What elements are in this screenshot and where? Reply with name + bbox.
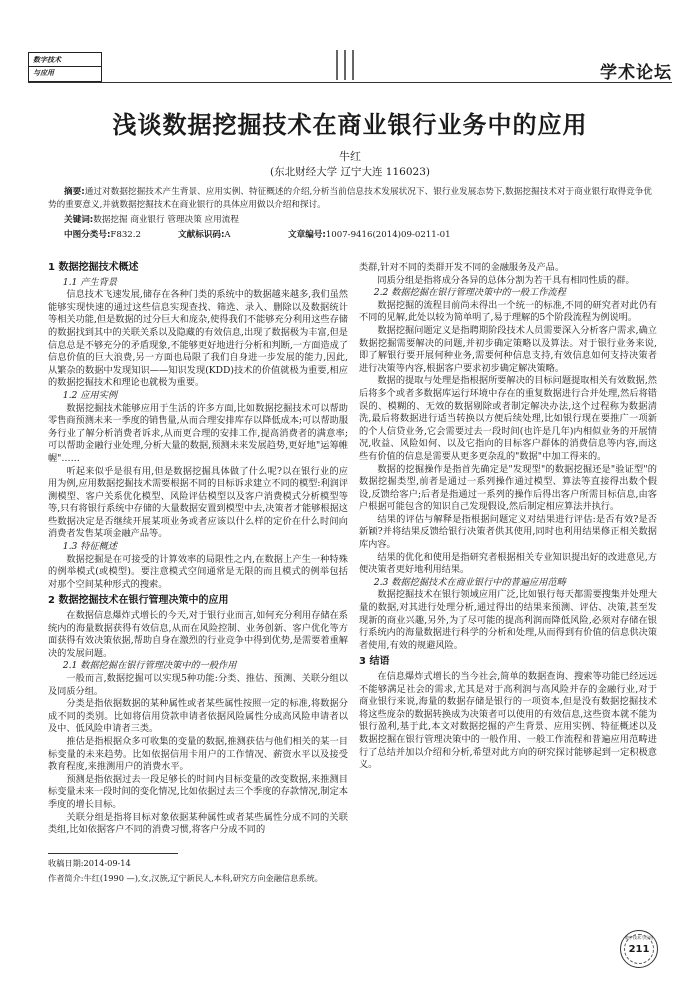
keywords — [64, 213, 239, 225]
paragraph: 在信息爆炸式增长的当今社会,简单的数据查询、搜索等功能已经远远不能够满足社会的需求,尤其是对于高利润与高风险并存的金融行业,对于商业银行来说,海量的数据存储是银行的一项资本,但是没有数据挖掘技术将这些庞杂的数据转换成为决策者可以使用的有效信息,这些资本就不能为银行盈利,基于此,本文对数据挖掘的产生背景、应用实例、特征概述以及数据挖掘在银行管理决策中的一般作用、一般工作流程和普遍应用范畴进行了总结并加以介绍和分析,希望对此方向的研究探讨能够起到一定积极意义。 — [359, 671, 657, 771]
footnote-rule — [48, 853, 178, 854]
doc-code-label: 文献标识码: — [178, 230, 225, 240]
paragraph: 在数据信息爆炸式增长的今天,对于银行业而言,如何充分利用存储在系统内的海量数据获得有效信息,从而在风险控制、业务创新、客户优化等方面获得有效决策依据,帮助自身在激烈的行业竞争中得到优势,是需要着重解决的发展问题。 — [48, 610, 348, 659]
section-heading: 2 数据挖掘技术在银行管理决策中的应用 — [48, 595, 229, 607]
paragraph: 信息技术飞速发展,储存在各种门类的系统中的数据越来越多,我们虽然能够实现快速的通过这些信息实现查找、筛选、录入、删除以及数据统计等相关功能,但是数据的过分巨大和庞杂,使得我们不能够充分利用这些存储的数据找到其中的关联关系以及隐藏的有效信息,出现了数据极为丰富,但是信息总是不够充分的矛盾现象,不能够更好地进行分析和判断,一方面造成了信息价值的巨大浪费,另一方面也局限了我们自身进一步发展的能力,因此,从繁杂的数据中发现知识——知识发现(KDD)技术的价值就极为重要,相应的数据挖掘技术和理论也就极为重要。 — [48, 289, 348, 389]
author-name: 牛红 — [339, 150, 361, 163]
keywords-text: 数据挖掘 商业银行 管理决策 应用流程 — [93, 215, 239, 225]
paragraph: 同质分组是指将成分各异的总体分割为若干具有相同性质的群。 — [377, 274, 635, 286]
paragraph: 关联分组是指将目标对象依据某种属性或者某些属性分成不同的关联类组,比如依据客户不同的消费习惯,将客户分成不同的 — [48, 811, 348, 836]
article-title: 浅谈数据挖掘技术在商业银行业务中的应用 — [112, 111, 588, 139]
subsection-heading: 2.2 数据挖掘在银行管理决策中的一般工作流程 — [373, 287, 566, 299]
paragraph: 结果的评估与解释是指根据问题定义对结果进行评估:是否有效?是否新颖?并将结果反馈给银行决策者供其使用,同时也利用结果修正相关数据库内容。 — [359, 513, 657, 551]
left-column — [48, 258, 348, 837]
paragraph: 数据的挖掘操作是指首先确定是"发现型"的数据挖掘还是"验证型"的数据挖掘类型,前者是通过一系列操作通过模型、算法等直接得出数个假设,反馈给客户;后者是指通过一系列的操作后得出客户所需目标信息,由客户根据可能包含的知识自己发现假设,然后制定相应算法并执行。 — [359, 463, 657, 513]
seal-ring-text: 数字技术与应用 — [625, 935, 653, 940]
journal-badge — [28, 52, 102, 82]
paragraph: 推估是指根据众多可收集的变量的数据,推测获估与他们相关的某一目标变量的未来趋势。比如依据信用卡用户的工作情况、薪资水平以及接受教育程度,来推测用户的消费水平。 — [48, 735, 348, 773]
paragraph: 一般而言,数据挖掘可以实现5种功能:分类、推估、预测、关联分组以及同质分组。 — [48, 673, 348, 697]
paragraph: 分类是指依据数据的某种属性或者某些属性按照一定的标准,将数据分成不同的类别。比如将信用贷款申请者依据风险属性分成高风险申请者以及中、低风险申请者三类。 — [48, 698, 348, 735]
section-tag: 学术论坛 — [600, 63, 672, 83]
section-heading: 3 结语 — [359, 656, 390, 668]
page-number-seal — [620, 930, 658, 968]
right-column — [359, 262, 657, 772]
paragraph: 数据的提取与处理是指根据所要解决的目标问题提取相关有效数据,然后将多个或者多数据库运行环境中存在的重复数据进行合并处理,然后将错误的、模糊的、无效的数据剔除或者制定解决办法,这个过程称为数据清洗,最后将数据进行适当转换以方便后续处理,比如银行现在要推广一项新的个人信贷业务,它会需要过去一段时间(也许是几年)内相似业务的开展情况,收益、风险如何、以及它指向的目标客户群体的消费信息等内容,而这些有价值的信息是需要从更多更杂乱的"数据"中加工得来的。 — [359, 375, 657, 462]
keywords-label: 关键词: — [64, 215, 94, 225]
subsection-heading: 1.3 特征概述 — [62, 541, 118, 553]
paragraph: 数据挖掘问题定义是指聘期阶段技术人员需要深入分析客户需求,确立数据挖掘需要解决的问题,并初步确定策略以及算法。对于银行业务来说,即了解银行要开展何种业务,需要何种信息支持,有效信息如何支持决策者进行决策等内容,根据客户要求初步确定解决策略。 — [359, 324, 657, 374]
header-rule — [28, 82, 672, 83]
abstract — [48, 186, 652, 212]
author-affiliation: (东北财经大学 辽宁大连 116023) — [270, 166, 430, 178]
footnote-received: 收稿日期:2014-09-14 — [48, 858, 131, 868]
subsection-heading: 2.3 数据挖掘技术在商业银行中的普遍应用范畴 — [373, 576, 566, 588]
article-no-label: 文章编号: — [288, 230, 326, 240]
abstract-label: 摘要: — [64, 187, 85, 197]
paragraph: 类群,针对不同的类群开发不同的金融服务及产品。 — [359, 262, 565, 273]
paragraph: 预测是指依据过去一段足够长的时间内目标变量的改变数据,来推测目标变量未来一段时间的变化情况,比如依据过去三个季度的存款情况,制定本季度的增长目标。 — [48, 773, 348, 810]
paragraph: 数据挖掘是在可接受的计算效率的局限性之内,在数据上产生一种特殊的例举模式(或模型)。要注意模式空间通常是无限的而且模式的例举包括对那个空间某种形式的搜索。 — [48, 553, 348, 590]
section-heading: 1 数据挖掘技术概述 — [48, 262, 139, 273]
doc-code-value: A — [224, 230, 231, 240]
abstract-text: 通过对数据挖掘技术产生背景、应用实例、特征概述的介绍,分析当前信息技术发展状况下、银行业发展态势下,数据挖掘技术对于商业银行取得竞争优势的重要意义,并就数据挖掘技术在商业银行的具体应用做以介绍和探讨。 — [48, 187, 653, 210]
paragraph: 数据挖掘技术在银行领域应用广泛,比如银行每天都需要搜集并处理大量的数据,对其进行处理分析,通过得出的结果来预测、评估、决策,甚至发现新的商业兴趣,另外,为了尽可能的提高利润而降低风险,必须对存储在银行系统内的海量数据进行科学的分析和处理,从而得到有价值的信息供决策者使用,有效的规避风险。 — [359, 589, 657, 651]
article-no-value: 1007-9416(2014)09-0211-01 — [325, 230, 451, 240]
subsection-heading: 1.2 应用实例 — [62, 389, 118, 401]
paragraph: 数据挖掘技术能够应用于生活的许多方面,比如数据挖掘技术可以帮助零售商预测未来一季度的销售量,从而合理安排库存以降低成本;可以帮助服务行业了解分析消费者诉求,从而更合理的安排工作,提高消费者的满意率;可以帮助金融行业处理,分析大量的数据,预测未来发展趋势,更好地"运筹帷幄"…… — [48, 402, 349, 464]
footnote-author-info: 作者简介:牛红(1990 —),女,汉族,辽宁新民人,本科,研究方向金融信息系统。 — [48, 873, 323, 883]
classification-meta — [64, 228, 451, 240]
paragraph: 数据挖掘的流程目前尚未得出一个统一的标准,不同的研究者对此仍有不同的见解,此处以较为简单明了,易于理解的5个阶段流程为例说明。 — [359, 299, 657, 324]
subsection-heading: 1.1 产生背景 — [62, 276, 118, 288]
subsection-heading: 2.1 数据挖掘在银行管理决策中的一般作用 — [62, 660, 237, 672]
paragraph: 听起来似乎是很有用,但是数据挖掘具体做了什么呢?以在银行业的应用为例,应用数据挖掘技术需要根据不同的目标诉求建立不同的模型:利润评测模型、客户关系优化模型、风险评估模型以及客户消费模式分析模型等等,只有将银行系统中存储的大量数据安置到模型中去,决策者才能够根据这些数据决定是否继续开展某项业务或者应该以什么样的定价在什么时间向消费者发售某项金融产品等。 — [48, 465, 349, 540]
clc-value: F832.2 — [110, 230, 141, 240]
journal-badge-line1: 数字技术 — [33, 55, 61, 64]
clc-label: 中图分类号: — [64, 230, 111, 240]
header-bars-decoration — [336, 50, 356, 80]
paragraph: 结果的优化和使用是指研究者根据相关专业知识提出好的改进意见,方便决策者更好地利用结果。 — [359, 551, 657, 576]
page-number: 211 — [628, 944, 650, 955]
journal-badge-line2: 与应用 — [33, 68, 54, 77]
